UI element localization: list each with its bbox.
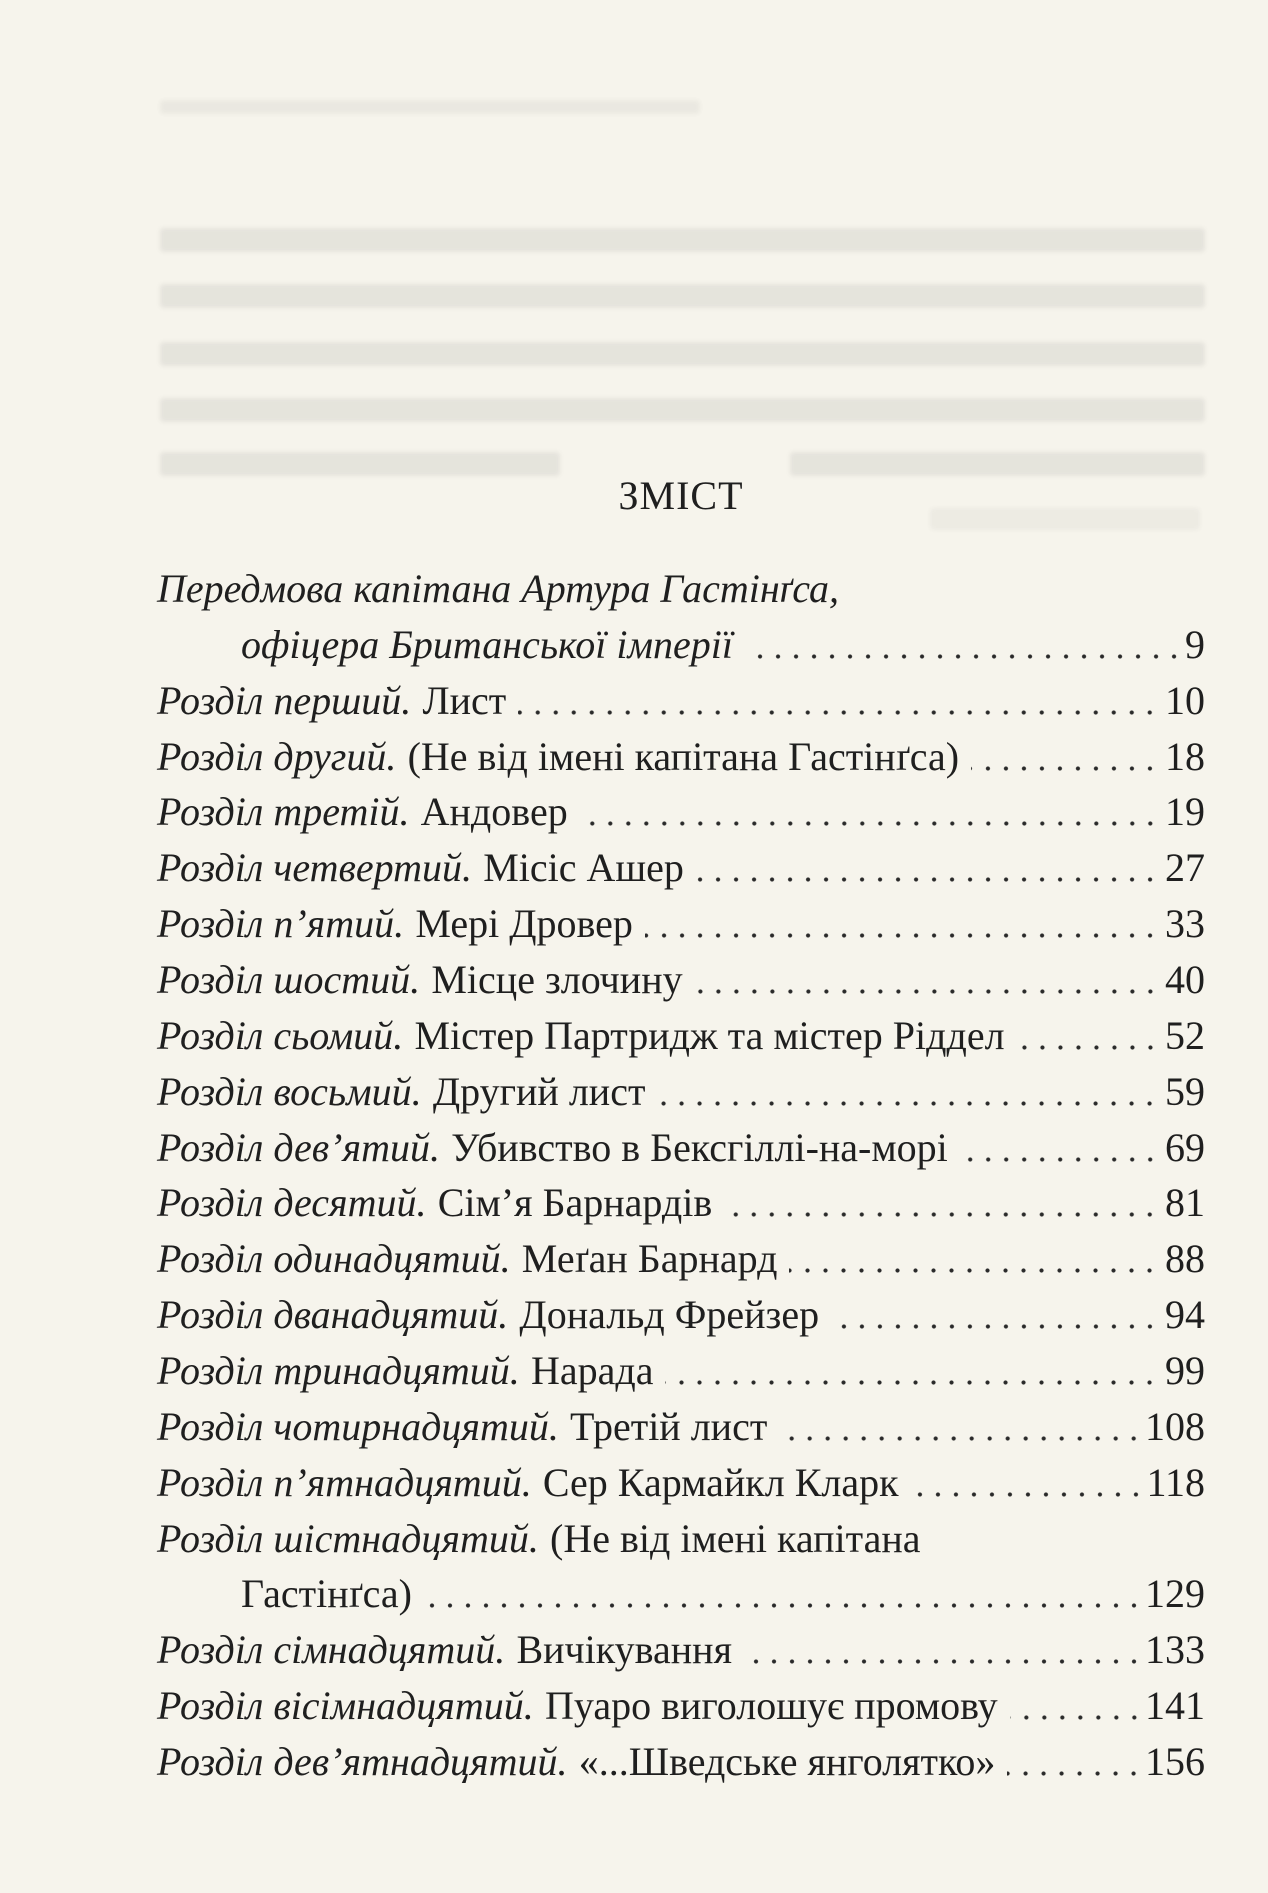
chapter-label: Розділ сьомий. bbox=[157, 1012, 404, 1058]
dot-leader bbox=[665, 1343, 1159, 1399]
toc-entry bbox=[157, 840, 1205, 896]
chapter-label: Розділ десятий. bbox=[157, 1180, 427, 1226]
chapter-title: Лист bbox=[422, 677, 507, 723]
page-number: 88 bbox=[1165, 1236, 1205, 1282]
chapter-title: Третій лист bbox=[570, 1403, 768, 1449]
chapter-label: Розділ перший. bbox=[157, 677, 412, 723]
toc-entry-preface bbox=[157, 561, 1205, 617]
show-through-line bbox=[160, 284, 1205, 308]
toc-entry bbox=[157, 952, 1205, 1008]
dot-leader bbox=[424, 1566, 1143, 1622]
page-number: 52 bbox=[1165, 1012, 1205, 1058]
show-through-line bbox=[160, 398, 1205, 422]
chapter-title: Убивство в Бексгіллі-на-морі bbox=[451, 1124, 948, 1170]
chapter-title-continuation: Гастінґса) bbox=[241, 1571, 412, 1617]
chapter-title: Місіс Ашер bbox=[483, 845, 684, 891]
toc-entry bbox=[157, 1175, 1205, 1231]
chapter-label: Розділ шостий. bbox=[157, 957, 421, 1003]
toc-entry bbox=[157, 1734, 1205, 1790]
dot-leader bbox=[971, 729, 1159, 785]
page-number: 18 bbox=[1165, 733, 1205, 779]
page-number: 94 bbox=[1165, 1292, 1205, 1338]
chapter-label: Розділ третій. bbox=[157, 789, 410, 835]
chapter-label: Розділ дев’ятнадцятий. bbox=[157, 1739, 568, 1785]
dot-leader bbox=[911, 1455, 1145, 1511]
toc-entry bbox=[157, 1287, 1205, 1343]
chapter-title: (Не від імені капітана Гастінґса) bbox=[407, 733, 960, 779]
dot-leader bbox=[779, 1399, 1143, 1455]
dot-leader bbox=[831, 1287, 1159, 1343]
chapter-label: Розділ четвертий. bbox=[157, 845, 472, 891]
chapter-label: Розділ п’ятнадцятий. bbox=[157, 1459, 532, 1505]
page-number: 129 bbox=[1145, 1571, 1205, 1617]
show-through-line bbox=[160, 228, 1205, 252]
page-number: 118 bbox=[1146, 1459, 1205, 1505]
chapter-label: Розділ дев’ятий. bbox=[157, 1124, 440, 1170]
dot-leader bbox=[1017, 1008, 1159, 1064]
page-number: 141 bbox=[1145, 1683, 1205, 1729]
show-through-header bbox=[160, 100, 700, 114]
toc-entry-preface-continued bbox=[157, 617, 1205, 673]
chapter-title: «...Шведське янголятко» bbox=[578, 1739, 996, 1785]
page-number: 10 bbox=[1165, 677, 1205, 723]
dot-leader bbox=[1010, 1678, 1143, 1734]
toc-label: Передмова капітана Артура Гастінґса, bbox=[157, 566, 839, 611]
dot-leader bbox=[724, 1175, 1159, 1231]
dot-leader bbox=[744, 1622, 1143, 1678]
chapter-title: Меґан Барнард bbox=[521, 1236, 778, 1282]
page-number: 108 bbox=[1145, 1403, 1205, 1449]
toc-entry bbox=[157, 729, 1205, 785]
dot-leader bbox=[745, 617, 1183, 673]
chapter-title: Андовер bbox=[420, 789, 568, 835]
chapter-label: Розділ чотирнадцятий. bbox=[157, 1403, 559, 1449]
chapter-label: Розділ шістнадцятий. bbox=[157, 1515, 539, 1561]
dot-leader bbox=[696, 840, 1159, 896]
chapter-label: Розділ тринадцятий. bbox=[157, 1348, 520, 1394]
dot-leader bbox=[657, 1064, 1159, 1120]
toc-entry bbox=[157, 1008, 1205, 1064]
page-number: 9 bbox=[1185, 621, 1205, 667]
page-number: 59 bbox=[1165, 1068, 1205, 1114]
page-number: 81 bbox=[1165, 1180, 1205, 1226]
dot-leader bbox=[518, 673, 1159, 729]
chapter-title: (Не від імені капітана bbox=[550, 1515, 921, 1561]
toc-entry bbox=[157, 896, 1205, 952]
table-of-contents bbox=[157, 561, 1205, 1790]
page-number: 27 bbox=[1165, 845, 1205, 891]
chapter-title: Дональд Фрейзер bbox=[519, 1292, 820, 1338]
toc-entry bbox=[157, 1622, 1205, 1678]
chapter-title: Сер Кармайкл Кларк bbox=[542, 1459, 899, 1505]
dot-leader bbox=[695, 952, 1159, 1008]
chapter-label: Розділ вісімнадцятий. bbox=[157, 1683, 534, 1729]
dot-leader bbox=[645, 896, 1159, 952]
chapter-title: Сім’я Барнардів bbox=[437, 1180, 713, 1226]
dot-leader bbox=[789, 1231, 1159, 1287]
chapter-label: Розділ дванадцятий. bbox=[157, 1292, 509, 1338]
page-number: 33 bbox=[1165, 901, 1205, 947]
chapter-label: Розділ одинадцятий. bbox=[157, 1236, 511, 1282]
toc-entry bbox=[157, 1231, 1205, 1287]
toc-entry bbox=[157, 1343, 1205, 1399]
chapter-title: Другий лист bbox=[432, 1068, 646, 1114]
page-number: 133 bbox=[1145, 1627, 1205, 1673]
page-title: ЗМІСТ bbox=[618, 473, 744, 518]
page-number: 19 bbox=[1165, 789, 1205, 835]
chapter-title: Мері Дровер bbox=[415, 901, 633, 947]
chapter-title: Місце злочину bbox=[431, 957, 683, 1003]
chapter-label: Розділ сімнадцятий. bbox=[157, 1627, 506, 1673]
chapter-label: Розділ п’ятий. bbox=[157, 901, 405, 947]
toc-entry bbox=[157, 1399, 1205, 1455]
chapter-title: Пуаро виголошує промову bbox=[544, 1683, 998, 1729]
page-number: 99 bbox=[1165, 1348, 1205, 1394]
chapter-title: Містер Партридж та містер Ріддел bbox=[414, 1012, 1005, 1058]
toc-entry bbox=[157, 784, 1205, 840]
page-number: 40 bbox=[1165, 957, 1205, 1003]
toc-entry bbox=[157, 673, 1205, 729]
dot-leader bbox=[960, 1120, 1159, 1176]
toc-entry bbox=[157, 1511, 1205, 1567]
toc-entry bbox=[157, 1120, 1205, 1176]
toc-entry-continued bbox=[157, 1566, 1205, 1622]
toc-entry bbox=[157, 1455, 1205, 1511]
chapter-title: Нарада bbox=[530, 1348, 654, 1394]
chapter-label: Розділ восьмий. bbox=[157, 1068, 422, 1114]
chapter-label: Розділ другий. bbox=[157, 733, 397, 779]
show-through-line bbox=[160, 342, 1205, 366]
toc-entry bbox=[157, 1064, 1205, 1120]
page-number: 69 bbox=[1165, 1124, 1205, 1170]
toc-entry bbox=[157, 1678, 1205, 1734]
dot-leader bbox=[580, 784, 1159, 840]
page-number: 156 bbox=[1145, 1739, 1205, 1785]
toc-label-continuation: офіцера Британської імперії bbox=[241, 621, 733, 667]
dot-leader bbox=[1007, 1734, 1143, 1790]
chapter-title: Вичікування bbox=[516, 1627, 732, 1673]
